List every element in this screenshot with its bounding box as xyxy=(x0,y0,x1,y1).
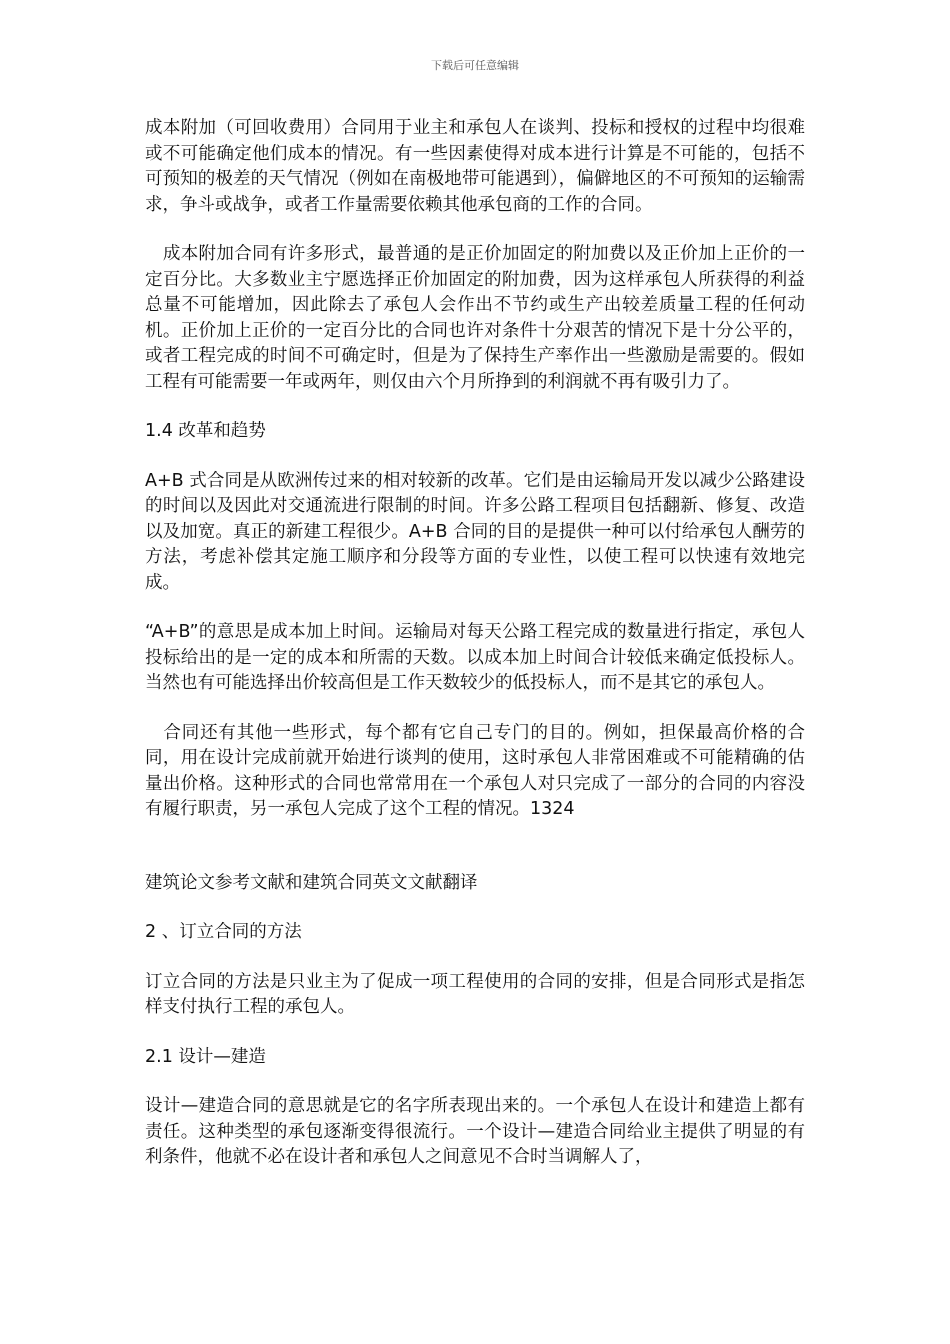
paragraph-a-plus-b-meaning: “A+B”的意思是成本加上时间。运输局对每天公路工程完成的数量进行指定，承包人投标给出的是一定的成本和所需的天数。以成本加上时间合计较低来确定低投标人。当然也有可能选择出价较高但是工作天数较少的低投标人，而不是其它的承包人。 xyxy=(145,622,805,693)
document-subtitle: 建筑论文参考文献和建筑合同英文文献翻译 xyxy=(145,872,478,893)
paragraph-design-build: 设计—建造合同的意思就是它的名字所表现出来的。一个承包人在设计和建造上都有责任。这种类型的承包逐渐变得很流行。一个设计—建造合同给业主提供了明显的有利条件，他就不必在设计者和承包人之间意见不合时当调解人了， xyxy=(145,1096,805,1167)
paragraph-contracting-methods: 订立合同的方法是只业主为了促成一项工程使用的合同的安排，但是合同形式是指怎样支付执行工程的承包人。 xyxy=(145,971,805,1017)
paragraph-a-plus-b-contract: A+B 式合同是从欧洲传过来的相对较新的改革。它们是由运输局开发以减少公路建设的时间以及因此对交通流进行限制的时间。许多公路工程项目包括翻新、修复、改造以及加宽。真正的新建工程很少。A+B 合同的目的是提供一种可以付给承包人酬劳的方法，考虑补偿其定施工顺序和分段等方面的专业性，以使工程可以快速有效地完成。 xyxy=(145,470,805,593)
paragraph-cost-plus-intro: 成本附加（可回收费用）合同用于业主和承包人在谈判、投标和授权的过程中均很难或不可能确定他们成本的情况。有一些因素使得对成本进行计算是不可能的，包括不可预知的极差的天气情况（例如在南极地带可能遇到），偏僻地区的不可预知的运输需求，争斗或战争，或者工作量需要依赖其他承包商的工作的合同。 xyxy=(145,118,805,215)
paragraph-cost-plus-forms: 成本附加合同有许多形式，最普通的是正价加固定的附加费以及正价加上正价的一定百分比。大多数业主宁愿选择正价加固定的附加费，因为这样承包人所获得的利益总量不可能增加，因此除去了承包人会作出不节约或生产出较差质量工程的任何动机。正价加上正价的一定百分比的合同也许对条件十分艰苦的情况下是十分公平的，或者工程完成的时间不可确定时，但是为了保持生产率作出一些激励是需要的。假如工程有可能需要一年或两年，则仅由六个月所挣到的利润就不再有吸引力了。 xyxy=(145,244,805,392)
section-heading-contracting-methods: 2 、订立合同的方法 xyxy=(145,922,302,942)
section-heading-reform-trends: 1.4 改革和趋势 xyxy=(145,421,266,441)
document-body xyxy=(145,116,805,1171)
paragraph-other-contract-forms: 合同还有其他一些形式，每个都有它自己专门的目的。例如，担保最高价格的合同，用在设计完成前就开始进行谈判的使用，这时承包人非常困难或不可能精确的估量出价格。这种形式的合同也常常用在一个承包人对只完成了一部分的合同的内容没有履行职责，另一承包人完成了这个工程的情况。1324 xyxy=(145,722,805,819)
page-header-note: 下载后可任意编辑 xyxy=(431,59,519,72)
section-heading-design-build: 2.1 设计—建造 xyxy=(145,1046,266,1067)
